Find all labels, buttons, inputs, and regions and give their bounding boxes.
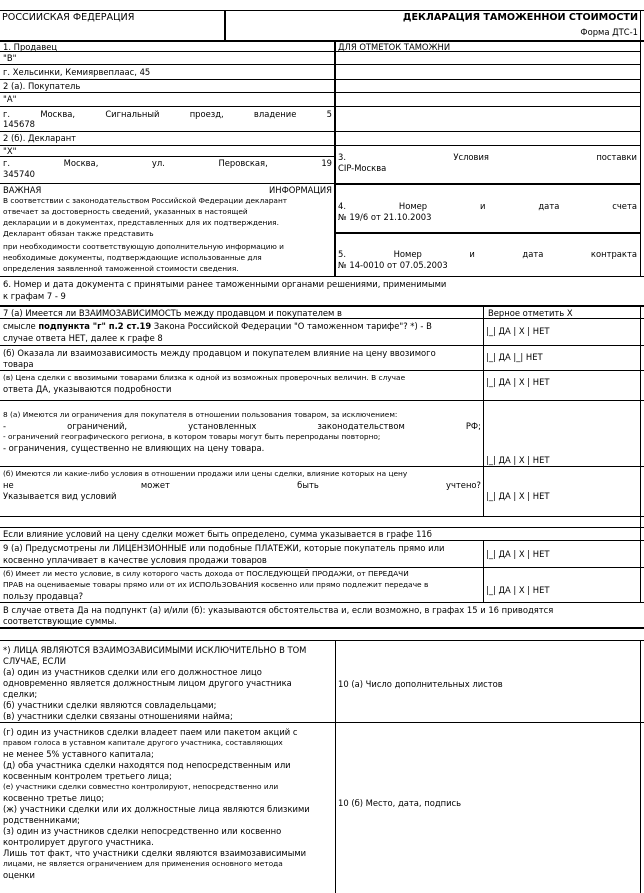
- addr-word: г.: [3, 109, 11, 119]
- label-word: поставки: [596, 152, 637, 162]
- footnote-line: косвенным контролем третьего лица;: [3, 771, 172, 781]
- note-graphs-15-16-cont: соответствующие суммы.: [3, 616, 117, 626]
- rule: [224, 10, 226, 40]
- info-line: Декларант обязан также представить: [3, 229, 154, 238]
- addr-word: Перовская,: [218, 158, 268, 168]
- rule: [0, 305, 644, 307]
- buyer-name[interactable]: "А": [3, 94, 17, 104]
- rule: [334, 40, 336, 276]
- info-line: декларации и в документах, представленных для их подтверждения.: [3, 218, 279, 227]
- rule: [0, 79, 335, 80]
- declarant-name[interactable]: "Х": [3, 146, 17, 156]
- rule: [0, 540, 644, 541]
- rule: [335, 131, 640, 132]
- contract-value[interactable]: № 14-0010 от 07.05.2003: [338, 260, 448, 270]
- info-line: определения заявленной таможенной стоимости сведения.: [3, 264, 239, 273]
- rule: [0, 276, 644, 277]
- addr-word: Москва,: [40, 109, 76, 119]
- footnote-line: косвенно третье лицо;: [3, 793, 105, 803]
- rule: [0, 106, 335, 107]
- rule: [335, 183, 640, 185]
- rule: [0, 567, 644, 568]
- item10a-label: 10 (а) Число дополнительных листов: [338, 679, 503, 689]
- text-word: ограничений,: [67, 421, 128, 431]
- info-line: при необходимости соответствующую дополнительную информацию и: [3, 242, 284, 251]
- item8a-text-cont: - ограничения, существенно не влияющих на цену товара.: [3, 443, 265, 453]
- footnote-line: (в) участники сделки связаны отношениями найма;: [3, 711, 233, 721]
- label-word: и: [469, 249, 475, 259]
- item7a-text-cont: случае ответа НЕТ, далее к графе 8: [3, 333, 163, 343]
- law-reference: подпункта "г" п.2 ст.19: [38, 321, 152, 331]
- label-word: 5.: [338, 249, 346, 259]
- addr-word: г.: [3, 158, 11, 168]
- seller-label: 1. Продавец: [3, 42, 58, 52]
- item9b-text: (б) Имеет ли место условие, в силу которого часть дохода от ПОСЛЕДУЮЩЕЙ ПРОДАЖИ, от ПЕРЕДАЧИ: [3, 569, 409, 578]
- label-word: дата: [538, 201, 560, 211]
- item8b-text: (б) Имеются ли какие-либо условия в отношении продажи или цены сделки, влияние которых на цену: [3, 469, 408, 478]
- label-word: контракта: [590, 249, 637, 259]
- rule: [640, 640, 641, 893]
- footnote-line: (е) участники сделки совместно контролируют, непосредственно или: [3, 782, 279, 791]
- seller-address[interactable]: г. Хельсинки, Кемиярвеплаас, 45: [3, 67, 151, 77]
- item9b-text-cont: ПРАВ на оцениваемые товары прямо или от их ИСПОЛЬЗОВАНИЯ косвенно или прямо подлежит передаче в: [3, 580, 429, 589]
- rule: [0, 722, 644, 723]
- label-word: 4.: [338, 201, 346, 211]
- form-code: Форма ДТС-1: [580, 27, 638, 37]
- declarant-label: 2 (б). Декларант: [3, 133, 77, 143]
- rule: [0, 627, 644, 629]
- rule: [335, 640, 336, 893]
- footnote-line: (д) оба участника сделки находятся под непосредственным или: [3, 760, 291, 770]
- contract-label: [338, 249, 637, 260]
- footnote-line: (б) участники сделки являются совладельцами;: [3, 700, 217, 710]
- seller-name[interactable]: "В": [3, 53, 17, 63]
- declarant-address[interactable]: [3, 158, 332, 169]
- invoice-value[interactable]: № 19/6 от 21.10.2003: [338, 212, 432, 222]
- delivery-terms-value[interactable]: CIP-Москва: [338, 163, 387, 173]
- footnote-line: лицами, не является ограничением для применения основного метода: [3, 859, 283, 868]
- text-word: быть: [297, 480, 319, 490]
- item8a-text: 8 (а) Имеются ли ограничения для покупателя в отношении пользования товаром, за исключением:: [3, 410, 398, 419]
- country-name: РОССИЙСКАЯ ФЕДЕРАЦИЯ: [2, 13, 135, 23]
- addr-word: ул.: [151, 158, 165, 168]
- rule: [0, 183, 335, 184]
- label-word: счета: [612, 201, 637, 211]
- buyer-address[interactable]: [3, 109, 332, 120]
- item7a-text-cont: [3, 321, 481, 332]
- footnote-line: правом голоса в уставном капитале другого участника, составляющих: [3, 738, 283, 747]
- item7a-text: 7 (а) Имеется ли ВЗАИМОЗАВИСИМОСТЬ между продавцом и покупателем в: [3, 308, 342, 318]
- invoice-label: [338, 201, 637, 212]
- rule: [335, 106, 640, 107]
- footnote-line: [3, 656, 332, 667]
- rule: [0, 516, 644, 517]
- addr-word: 5: [326, 109, 332, 119]
- addr-word: Сигнальный: [105, 109, 160, 119]
- delivery-terms-label: [338, 152, 637, 163]
- footnote-line: Лишь тот факт, что участники сделки являются взаимозависимыми: [3, 848, 307, 858]
- label-word: Условия: [453, 152, 489, 162]
- rule: [640, 40, 641, 276]
- buyer-label: 2 (а). Покупатель: [3, 81, 81, 91]
- label-word: 3.: [338, 152, 346, 162]
- item6-text: 6. Номер и дата документа с принятыми ранее таможенными органами решениями, применимыми: [3, 279, 447, 289]
- footnote-line: *) ЛИЦА ЯВЛЯЮТСЯ ВЗАИМОЗАВИСИМЫМИ ИСКЛЮЧИТЕЛЬНО В ТОМ: [3, 645, 307, 655]
- footnote-line: оценки: [3, 870, 35, 880]
- customs-marks-label: ДЛЯ ОТМЕТОК ТАМОЖНИ: [338, 42, 451, 52]
- item8a-answer[interactable]: |_| ДА | Х | НЕТ: [486, 455, 550, 465]
- form-title: ДЕКЛАРАЦИЯ ТАМОЖЕННОЙ СТОИМОСТИ: [402, 13, 638, 23]
- item9b-text-cont: пользу продавца?: [3, 591, 84, 601]
- info-line: В соответствии с законодательством Российской Федерации декларант: [3, 196, 288, 205]
- label-word: Номер: [398, 201, 428, 211]
- addr-word: проезд,: [189, 109, 224, 119]
- rule: [483, 305, 484, 516]
- important-info-title: [3, 185, 332, 196]
- addr-word: 19: [321, 158, 332, 168]
- rule: [0, 640, 644, 641]
- footnote-line: (а) один из участников сделки или его должностное лицо: [3, 667, 262, 677]
- footnote-line: родственниками;: [3, 815, 80, 825]
- text-word: может: [140, 480, 170, 490]
- label-word: ВАЖНАЯ: [3, 185, 42, 195]
- item8a-text-cont: - ограничений географического региона, в котором товары могут быть перепроданы повторно;: [3, 432, 381, 441]
- addr-word: Москва,: [63, 158, 99, 168]
- item9a-text-cont: косвенно уплачивает в качестве условия продажи товаров: [3, 555, 267, 565]
- rule: [640, 305, 641, 602]
- item7c-answer[interactable]: |_| ДА | Х | НЕТ: [486, 377, 550, 387]
- rule: [335, 79, 640, 80]
- item8b-answer[interactable]: |_| ДА | Х | НЕТ: [486, 491, 550, 501]
- item6-text-cont: к графам 7 - 9: [3, 291, 66, 301]
- item7b-text: (б) Оказала ли взаимозависимость между продавцом и покупателем влияние на цену ввозимого: [3, 348, 436, 358]
- rule: [0, 370, 644, 371]
- note-graph-11b: Если влияние условий на цену сделки может быть определено, сумма указывается в графе 11б: [3, 529, 432, 539]
- label-word: дата: [522, 249, 544, 259]
- declarant-postcode[interactable]: 345740: [3, 169, 35, 179]
- text-word: учтено?: [446, 480, 481, 490]
- info-line: отвечает за достоверность сведений, указанных в настоящей: [3, 207, 248, 216]
- item8b-text-cont: Указывается вид условий: [3, 491, 117, 501]
- text-word: законодательством: [317, 421, 405, 431]
- rule: [0, 400, 644, 401]
- footnote-line: (з) один из участников сделки непосредственно или косвенно: [3, 826, 282, 836]
- footnote-line: (г) один из участников сделки владеет паем или пакетом акций с: [3, 727, 298, 737]
- rule: [0, 156, 335, 157]
- note-graphs-15-16: В случае ответа Да на подпункт (а) и/или (б): указываются обстоятельства и, если возможно, в графах 15 и 16 приводятся: [3, 605, 554, 615]
- rule: [0, 92, 335, 93]
- text-word: -: [3, 421, 7, 431]
- item7a-answer[interactable]: |_| ДА | Х | НЕТ: [486, 326, 550, 336]
- item7b-answer[interactable]: |_| ДА |_| НЕТ: [486, 352, 543, 362]
- rule: [335, 232, 640, 234]
- rule: [0, 40, 644, 42]
- rule: [0, 602, 644, 603]
- item7b-text-cont: товара: [3, 359, 34, 369]
- item9a-answer[interactable]: |_| ДА | Х | НЕТ: [486, 549, 550, 559]
- rule: [483, 540, 484, 602]
- item10b-label: 10 (б) Место, дата, подпись: [338, 798, 462, 808]
- footnote-line: одновременно является должностным лицом другого участника: [3, 678, 292, 688]
- rule: [0, 527, 644, 528]
- text-span: Закона Российской Федерации "О таможенном тарифе"? *) - В: [153, 321, 432, 331]
- rule: [335, 92, 640, 93]
- text-word: не: [3, 480, 14, 490]
- rule: [0, 145, 335, 146]
- label-word: и: [480, 201, 486, 211]
- check-instruction: Верное отметить Х: [488, 308, 573, 318]
- item7c-text: (в) Цена сделки с ввозимыми товарами близка к одной из возможных проверочных величин. В случае: [3, 373, 406, 382]
- footnote-line: контролирует другого участника.: [3, 837, 154, 847]
- rule: [0, 345, 644, 346]
- rule: [0, 64, 335, 65]
- item8a-text-cont: [3, 421, 481, 432]
- info-line: необходимые документы, подтверждающие использованные для: [3, 253, 262, 262]
- text-span: СЛУЧАЕ, ЕСЛИ: [3, 656, 67, 666]
- item7c-text-cont: ответа ДА, указываются подробности: [3, 384, 172, 394]
- footnote-line: не менее 5% уставного капитала;: [3, 749, 154, 759]
- buyer-postcode[interactable]: 145678: [3, 119, 35, 129]
- rule: [0, 10, 644, 11]
- rule: [335, 64, 640, 65]
- item9a-text: 9 (а) Предусмотрены ли ЛИЦЕНЗИОННЫЕ или подобные ПЛАТЕЖИ, которые покупатель прямо или: [3, 543, 445, 553]
- rule: [0, 466, 644, 467]
- text-word: РФ;: [465, 421, 481, 431]
- text-word: установленных: [188, 421, 257, 431]
- label-word: Номер: [393, 249, 422, 259]
- rule: [640, 10, 641, 40]
- item8b-text-cont: [3, 480, 481, 491]
- label-word: ИНФОРМАЦИЯ: [269, 185, 332, 195]
- footnote-line: (ж) участники сделки или их должностные лица являются близкими: [3, 804, 310, 814]
- rule: [0, 131, 335, 132]
- footnote-line: сделки;: [3, 689, 38, 699]
- text-span: смысле: [3, 321, 36, 331]
- item9b-answer[interactable]: |_| ДА | Х | НЕТ: [486, 585, 550, 595]
- addr-word: владение: [253, 109, 297, 119]
- rule: [335, 145, 640, 146]
